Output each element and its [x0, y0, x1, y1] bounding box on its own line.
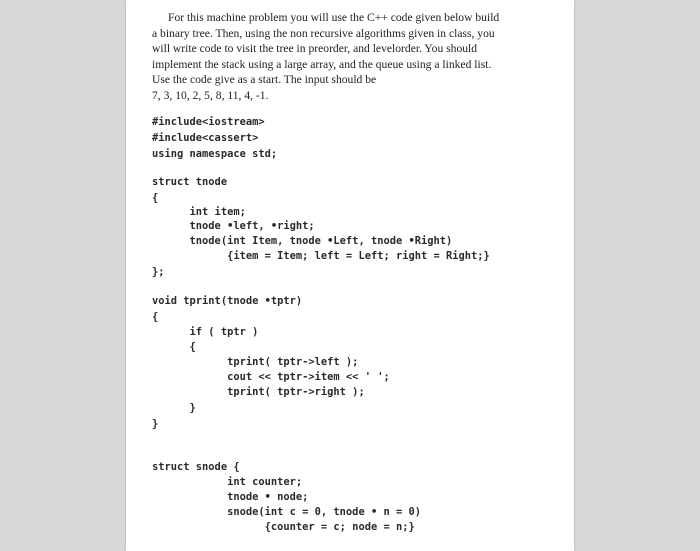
code-line: } [152, 402, 196, 414]
problem-description [152, 10, 552, 104]
code-line: }; [152, 266, 165, 278]
code-line: { [152, 311, 159, 323]
code-line: using namespace std; [152, 148, 278, 160]
description-line: For this machine problem you will use the C++ code given below build [168, 11, 500, 24]
code-line: #include<iostream> [152, 116, 265, 128]
code-line: if ( tptr ) [152, 326, 259, 338]
description-line: implement the stack using a large array, and the queue using a linked list. [152, 57, 492, 71]
code-line: struct tnode [152, 176, 228, 188]
code-line: snode(int c = 0, tnode • n = 0) [152, 506, 421, 518]
code-line: struct snode { [152, 461, 240, 473]
code-line: { [152, 341, 196, 353]
code-line: { [152, 192, 159, 204]
code-line: tnode •left, •right; [152, 220, 315, 232]
code-line: void tprint(tnode •tptr) [152, 295, 303, 307]
code-line: #include<cassert> [152, 132, 259, 144]
code-line: } [152, 418, 159, 430]
description-line: Use the code give as a start. The input should be [152, 73, 377, 87]
description-line: will write code to visit the tree in preorder, and levelorder. You should [152, 42, 478, 56]
code-line: tnode • node; [152, 491, 309, 503]
code-line: int item; [152, 206, 246, 218]
code-line: tnode(int Item, tnode •Left, tnode •Right) [152, 235, 453, 247]
input-values: 7, 3, 10, 2, 5, 8, 11, 4, -1. [152, 88, 269, 102]
code-line: {counter = c; node = n;} [152, 521, 415, 533]
description-line: a binary tree. Then, using the non recursive algorithms given in class, you [152, 26, 495, 40]
code-line: int counter; [152, 476, 303, 488]
code-line: {item = Item; left = Left; right = Right;} [152, 250, 490, 262]
code-line: tprint( tptr->left ); [152, 356, 359, 368]
code-line: tprint( tptr->right ); [152, 386, 365, 398]
code-line: cout << tptr->item << ' '; [152, 371, 390, 383]
